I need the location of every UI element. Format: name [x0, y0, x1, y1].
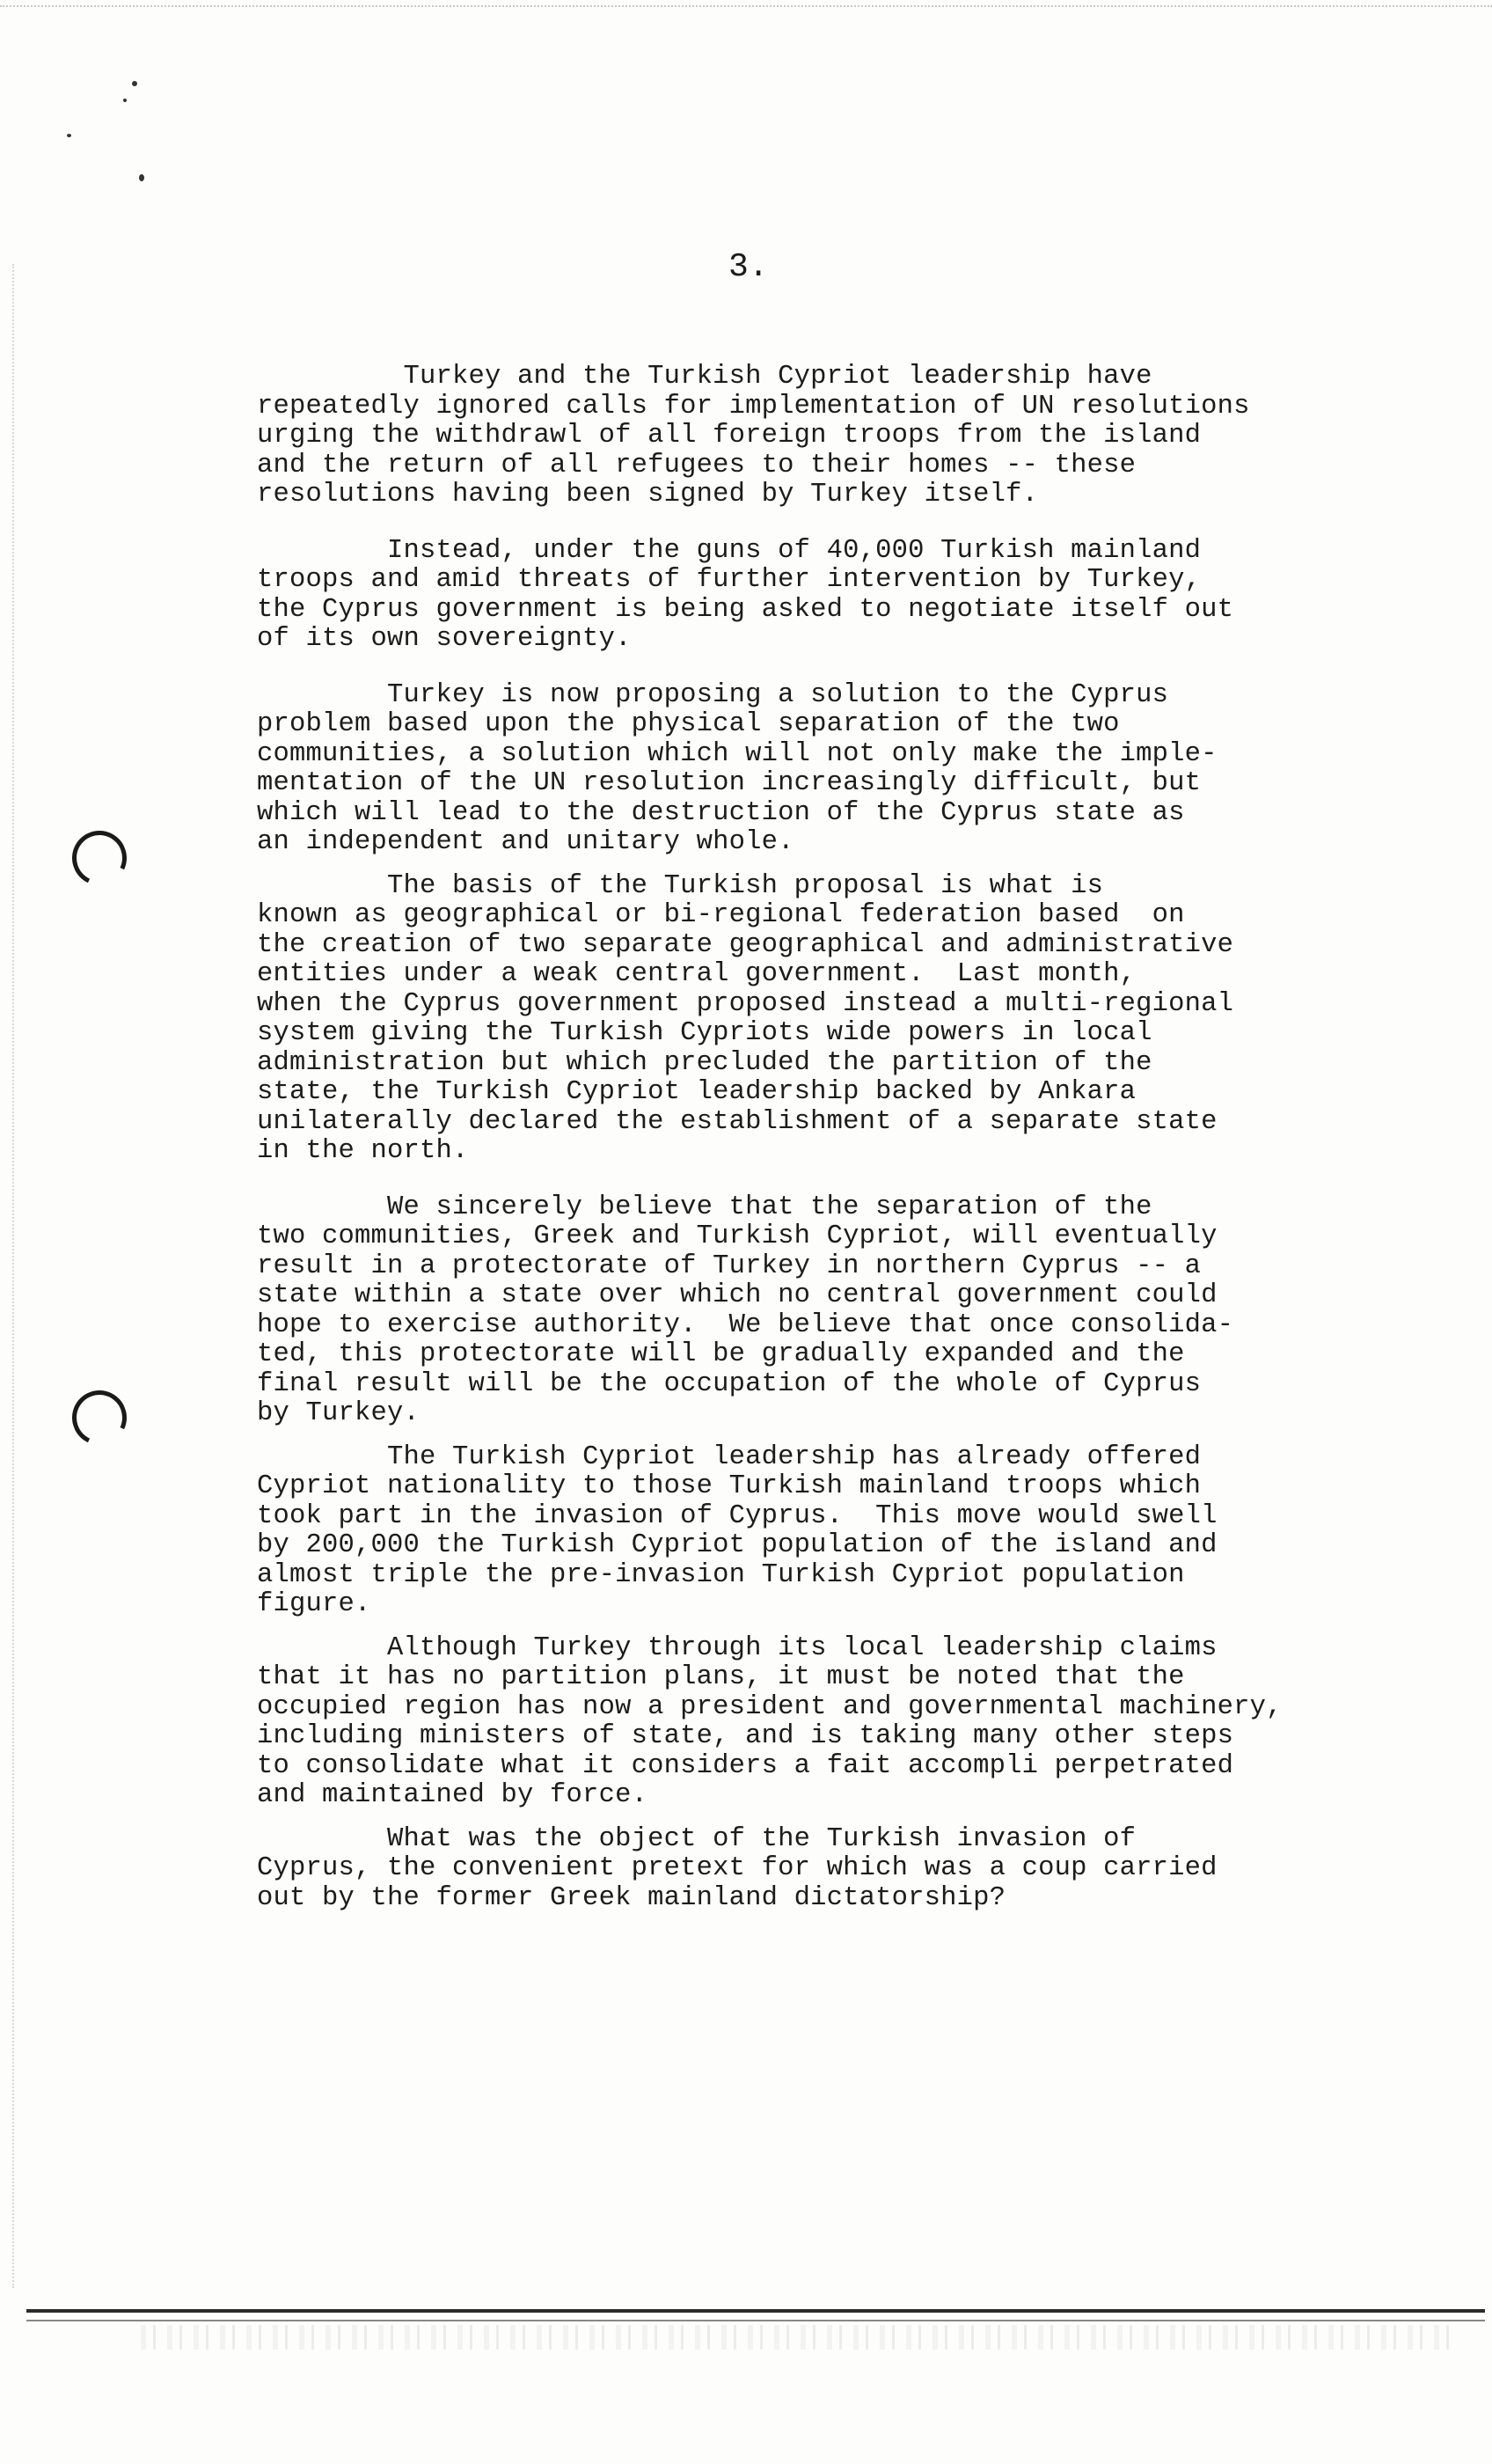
- binder-hole-icon: [64, 823, 134, 892]
- scan-edge-left: [12, 264, 14, 2288]
- paragraph: The basis of the Turkish proposal is what is known as geographical or bi-regional federation based on the creation of two separate geographical and administrative entities under a weak central government. Last month, when the Cyprus government proposed instead a multi-regional system giving the Turkish Cypriots wide powers in local administration but which precluded the partition of the state, the Turkish Cypriot leadership backed by Ankara unilaterally declared the establishment of a separate state in the north.: [257, 870, 1234, 1166]
- bottom-rule-faint: [26, 2320, 1485, 2321]
- scan-noise: [141, 2325, 1460, 2350]
- binder-hole-icon: [64, 1382, 134, 1452]
- body-text: [257, 363, 1436, 1913]
- speck-mark: [139, 174, 144, 181]
- paragraph: Turkey and the Turkish Cypriot leadership have repeatedly ignored calls for implementation of UN resolutions urging the withdrawl of all foreign troops from the island and the return of all refugees to their homes -- these resolutions having been signed by Turkey itself.: [257, 362, 1250, 510]
- speck-mark: [123, 99, 127, 102]
- paragraph: We sincerely believe that the separation of the two communities, Greek and Turkish Cypriot, will eventually result in a protectorate of Turkey in northern Cyprus -- a state within a state over which no central government could hope to exercise authority. We believe that once consolida- ted, this protectorate will be gradually expanded and the final result will be the occupation of the whole of Cyprus by Turkey.: [257, 1192, 1234, 1428]
- paragraph: Turkey is now proposing a solution to the Cyprus problem based upon the physical separation of the two communities, a solution which will not only make the imple- mentation of the UN resolution increasingly difficult, but which will lead to the destruction of the Cyprus state as an independent and unitary whole.: [257, 679, 1218, 857]
- paragraph: Instead, under the guns of 40,000 Turkish mainland troops and amid threats of further intervention by Turkey, the Cyprus government is being asked to negotiate itself out of its own sovereignty.: [257, 535, 1234, 654]
- bottom-rule: [26, 2309, 1485, 2313]
- speck-mark: [67, 134, 71, 137]
- paragraph: What was the object of the Turkish invasion of Cyprus, the convenient pretext for which was a coup carried out by the former Greek mainland dictatorship?: [257, 1823, 1218, 1913]
- speck-mark: [132, 81, 137, 86]
- page-number: 3.: [728, 248, 769, 286]
- paragraph: Although Turkey through its local leadership claims that it has no partition plans, it must be noted that the occupied region has now a president and governmental machinery, including ministers of state, and is taking many other steps to consolidate what it considers a fait accompli perpetrated and maintained by force.: [257, 1632, 1283, 1810]
- scan-edge-top: [0, 5, 1492, 7]
- paragraph: The Turkish Cypriot leadership has already offered Cypriot nationality to those Turkish mainland troops which took part in the invasion of Cyprus. This move would swell by 200,000 the Turkish Cypriot population of the island and almost triple the pre-invasion Turkish Cypriot population figure.: [257, 1441, 1218, 1619]
